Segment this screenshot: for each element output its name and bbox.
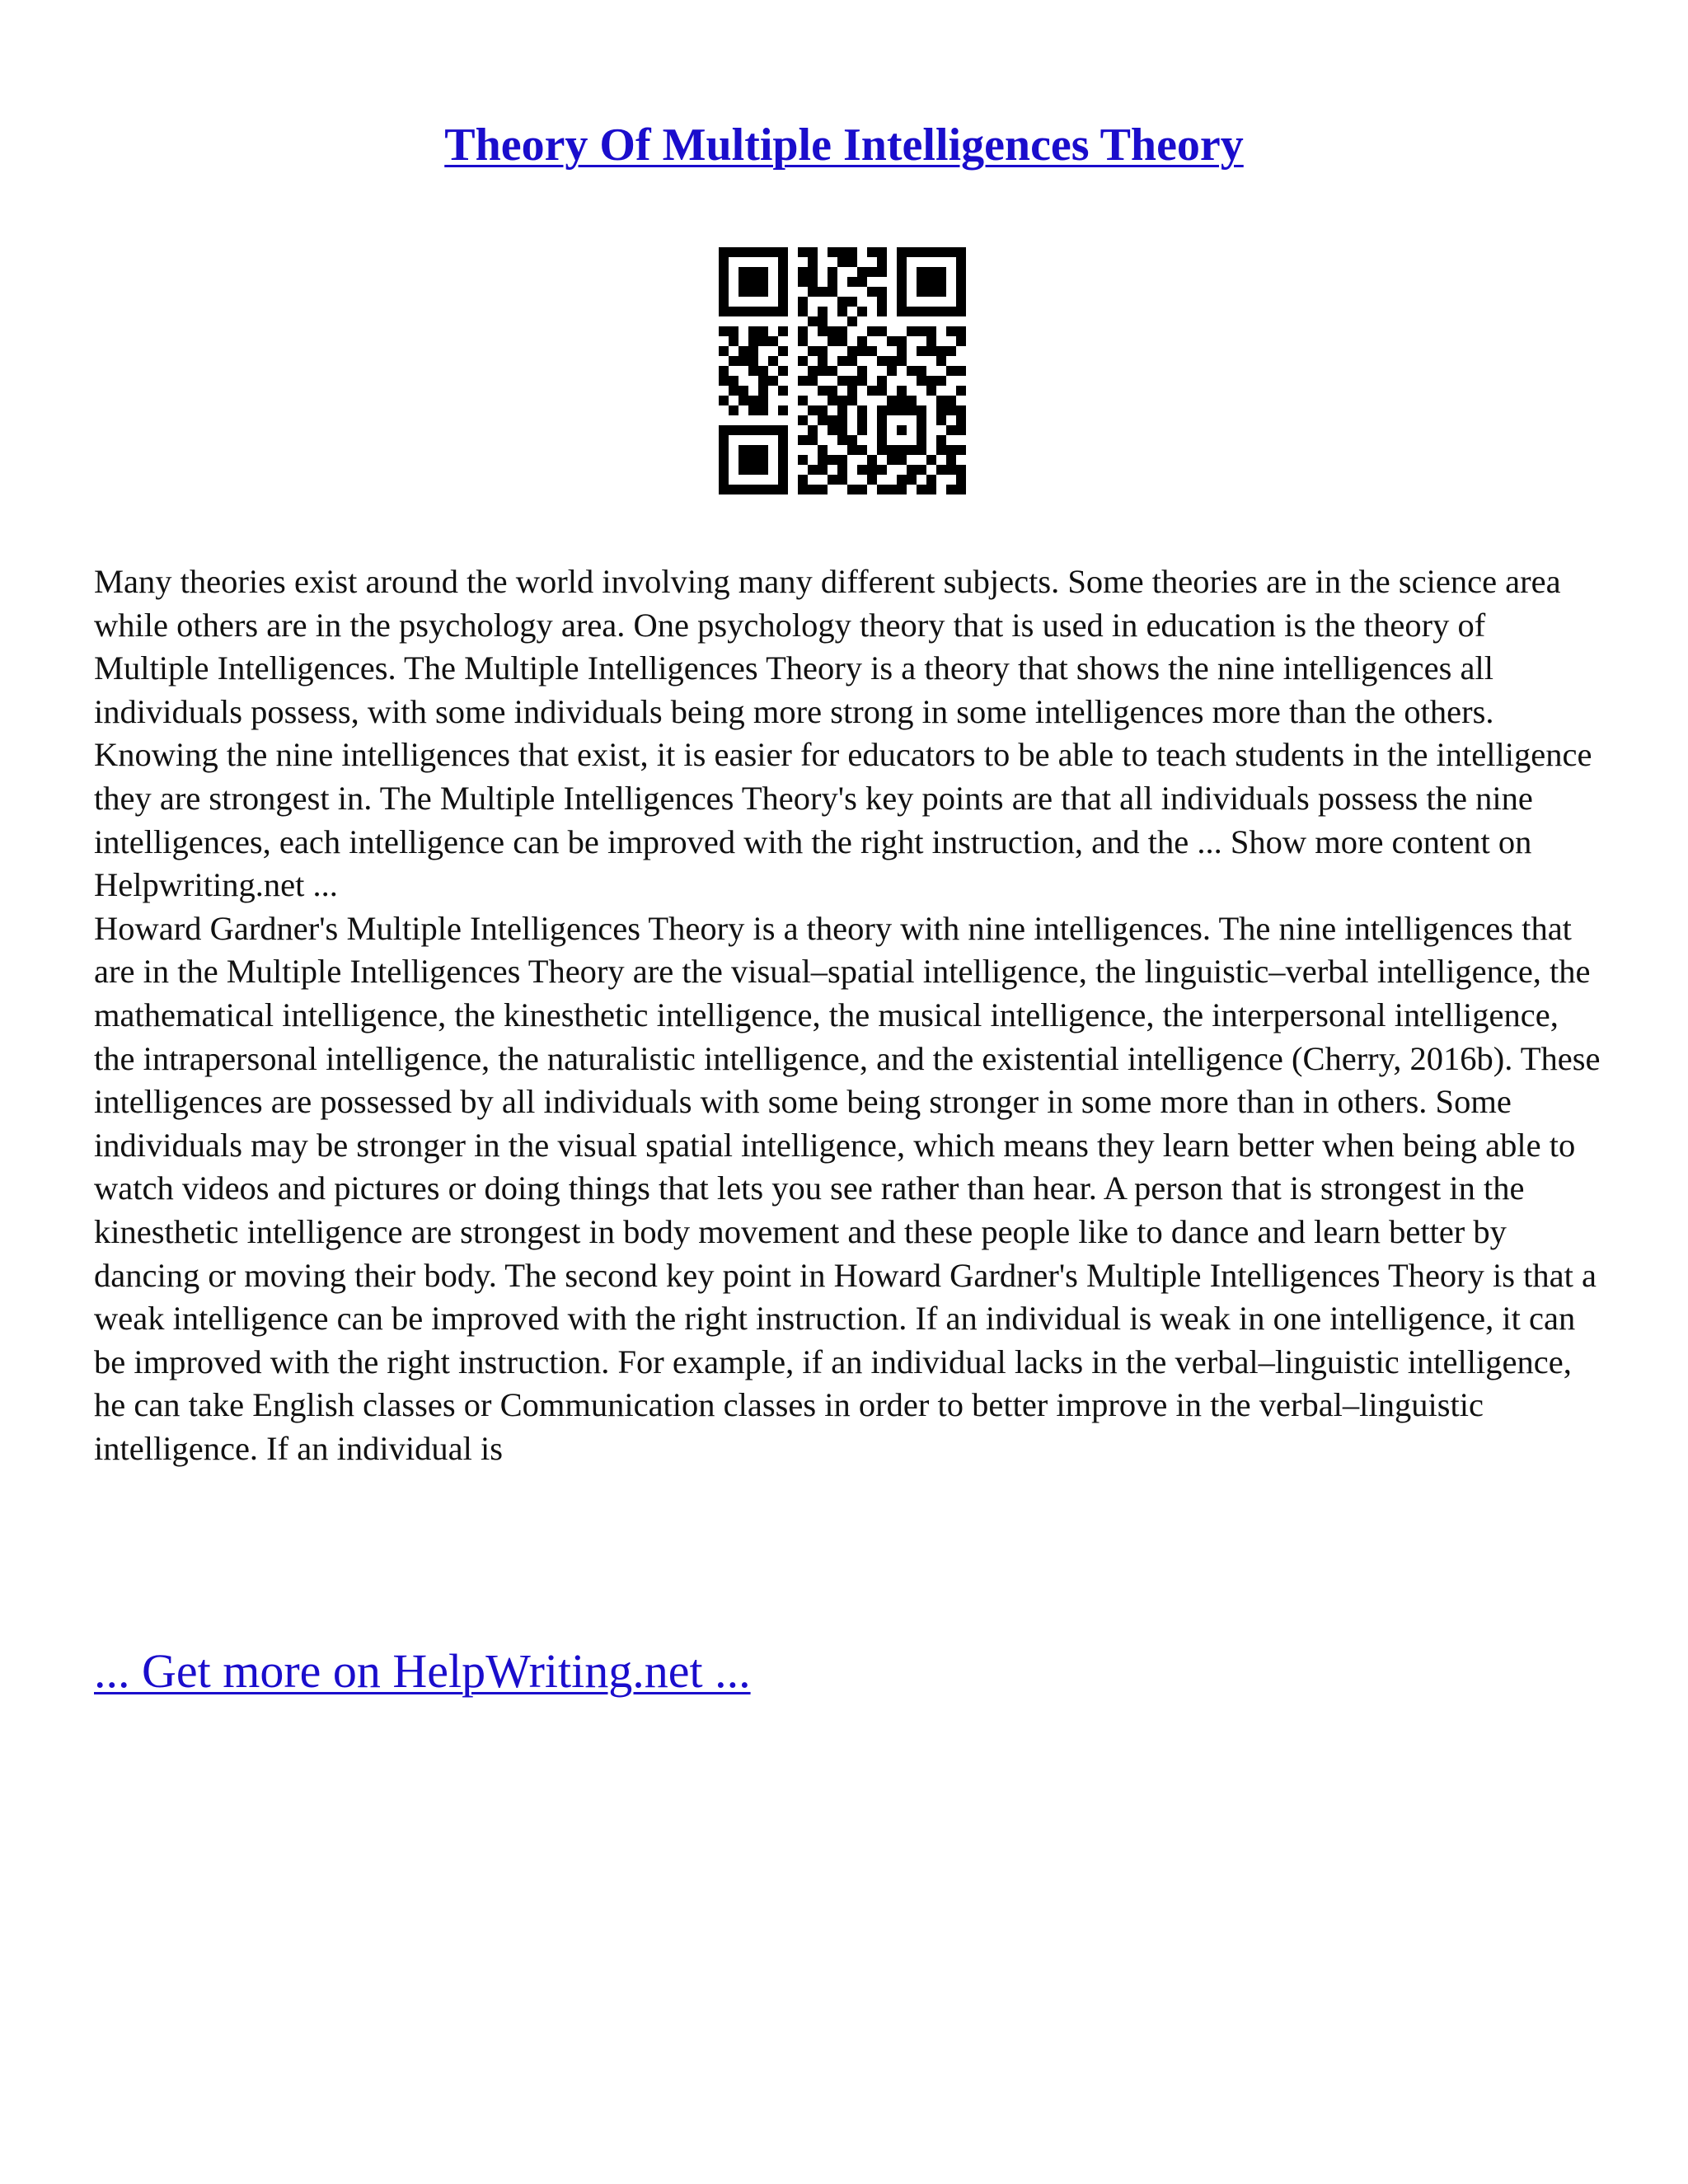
get-more-link-container <box>94 1642 751 1701</box>
get-more-link[interactable]: ... Get more on HelpWriting.net ... <box>94 1644 751 1698</box>
article-paragraph-1: Many theories exist around the world involving many different subjects. Some theories are in the science area while others are in the psychology area. One psychology theory that is used in education is the theory of Multiple Intelligences. The Multiple Intelligences Theory is a theory that shows the nine intelligences all individuals possess, with some individuals being more strong in some intelligences more than the others. Knowing the nine intelligences that exist, it is easier for educators to be able to teach students in the intelligence they are strongest in. The Multiple Intelligences Theory's key points are that all individuals possess the nine intelligences, each intelligence can be improved with the right instruction, and the ... Show more content on Helpwriting.net ... <box>94 563 1592 904</box>
article-body <box>94 560 1602 1470</box>
title-link[interactable]: Theory Of Multiple Intelligences Theory <box>444 120 1244 171</box>
page-title <box>0 115 1688 175</box>
article-paragraph-2: Howard Gardner's Multiple Intelligences Theory is a theory with nine intelligences. The nine intelligences that are in the Multiple Intelligences Theory are the visual–spatial intelligence, the linguistic–verbal intelligence, the mathematical intelligence, the kinesthetic intelligence, the musical intelligence, the interpersonal intelligence, the intrapersonal intelligence, the naturalistic intelligence, and the existential intelligence (Cherry, 2016b). These intelligences are possessed by all individuals with some being stronger in some more than in others. Some individuals may be stronger in the visual spatial intelligence, which means they learn better when being able to watch videos and pictures or doing things that lets you see rather than hear. A person that is strongest in the kinesthetic intelligence are strongest in body movement and these people like to dance and learn better by dancing or moving their body. The second key point in Howard Gardner's Multiple Intelligences Theory is that a weak intelligence can be improved with the right instruction. If an individual is weak in one intelligence, it can be improved with the right instruction. For example, if an individual lacks in the verbal–linguistic intelligence, he can take English classes or Communication classes in order to better improve in the verbal–linguistic intelligence. If an individual is <box>94 909 1601 1467</box>
qr-code-icon <box>719 247 966 494</box>
